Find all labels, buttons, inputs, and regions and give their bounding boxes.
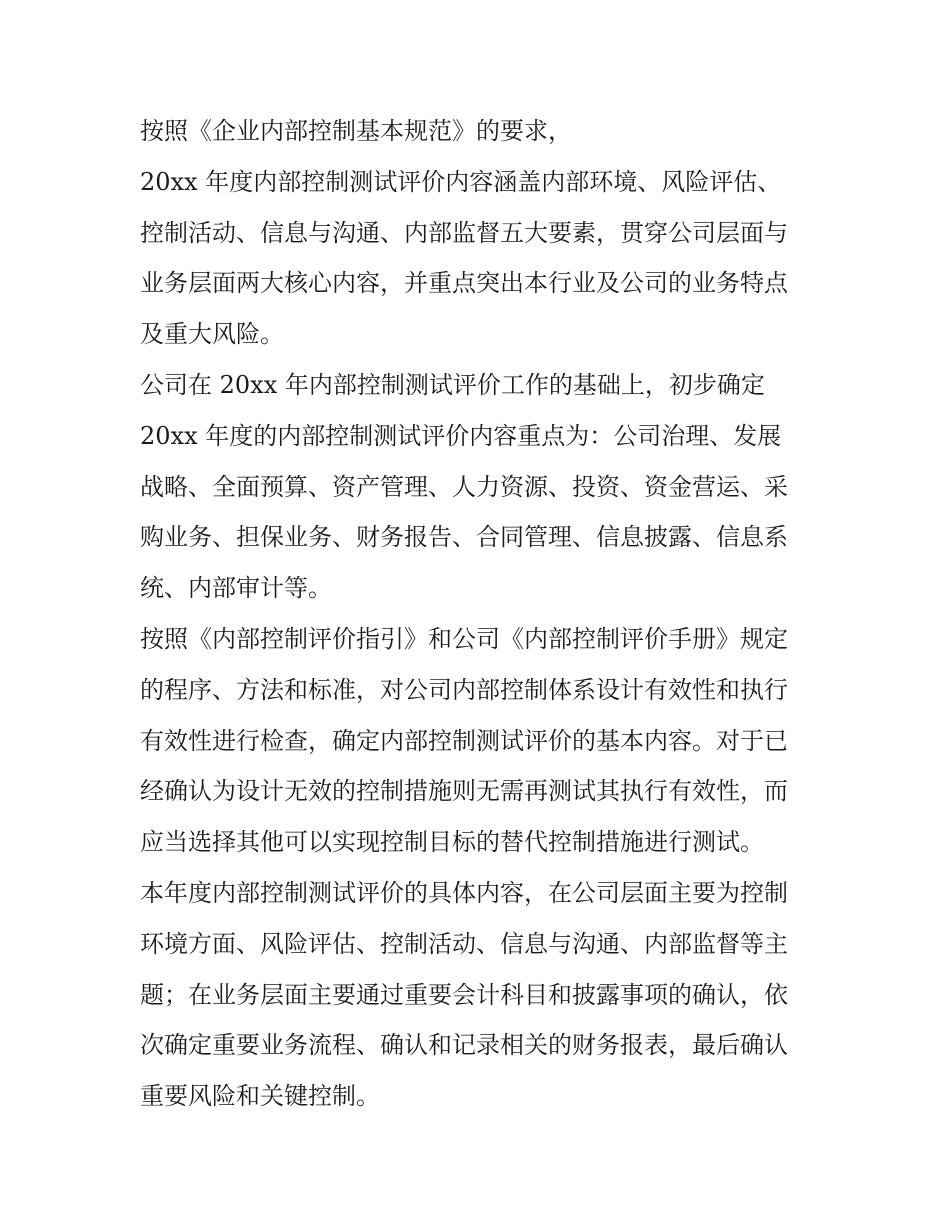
text-line-20: 重要风险和关键控制。 xyxy=(140,1082,380,1111)
text-line-18: 题；在业务层面主要通过重要会计科目和披露事项的确认，依 xyxy=(140,980,788,1009)
text-line-8: 战略、全面预算、资产管理、人力资源、投资、资金营运、采 xyxy=(140,472,788,501)
text-line-3: 控制活动、信息与沟通、内部监督五大要素，贯穿公司层面与 xyxy=(140,218,788,247)
text-line-1: 按照《企业内部控制基本规范》的要求， xyxy=(140,117,572,145)
document-body xyxy=(140,106,830,1122)
text-line-6: 公司在 20xx 年内部控制测试评价工作的基础上，初步确定 xyxy=(140,370,765,399)
text-line-2: 20xx 年度内部控制测试评价内容涵盖内部环境、风险评估、 xyxy=(140,167,782,196)
text-line-16: 本年度内部控制测试评价的具体内容，在公司层面主要为控制 xyxy=(140,878,788,907)
text-line-13: 有效性进行检查，确定内部控制测试评价的基本内容。对于已 xyxy=(140,726,788,755)
text-line-17: 环境方面、风险评估、控制活动、信息与沟通、内部监督等主 xyxy=(140,929,788,958)
text-line-10: 统、内部审计等。 xyxy=(140,574,332,603)
text-line-12: 的程序、方法和标准，对公司内部控制体系设计有效性和执行 xyxy=(140,675,788,704)
text-line-7: 20xx 年度的内部控制测试评价内容重点为：公司治理、发展 xyxy=(140,421,782,450)
text-line-5: 及重大风险。 xyxy=(140,320,284,349)
text-line-14: 经确认为设计无效的控制措施则无需再测试其执行有效性，而 xyxy=(140,777,788,806)
text-line-19: 次确定重要业务流程、确认和记录相关的财务报表，最后确认 xyxy=(140,1031,788,1060)
text-line-9: 购业务、担保业务、财务报告、合同管理、信息披露、信息系 xyxy=(140,523,788,552)
text-line-4: 业务层面两大核心内容，并重点突出本行业及公司的业务特点 xyxy=(140,269,788,298)
text-line-15: 应当选择其他可以实现控制目标的替代控制措施进行测试。 xyxy=(140,828,764,857)
text-line-11: 按照《内部控制评价指引》和公司《内部控制评价手册》规定 xyxy=(140,624,788,653)
